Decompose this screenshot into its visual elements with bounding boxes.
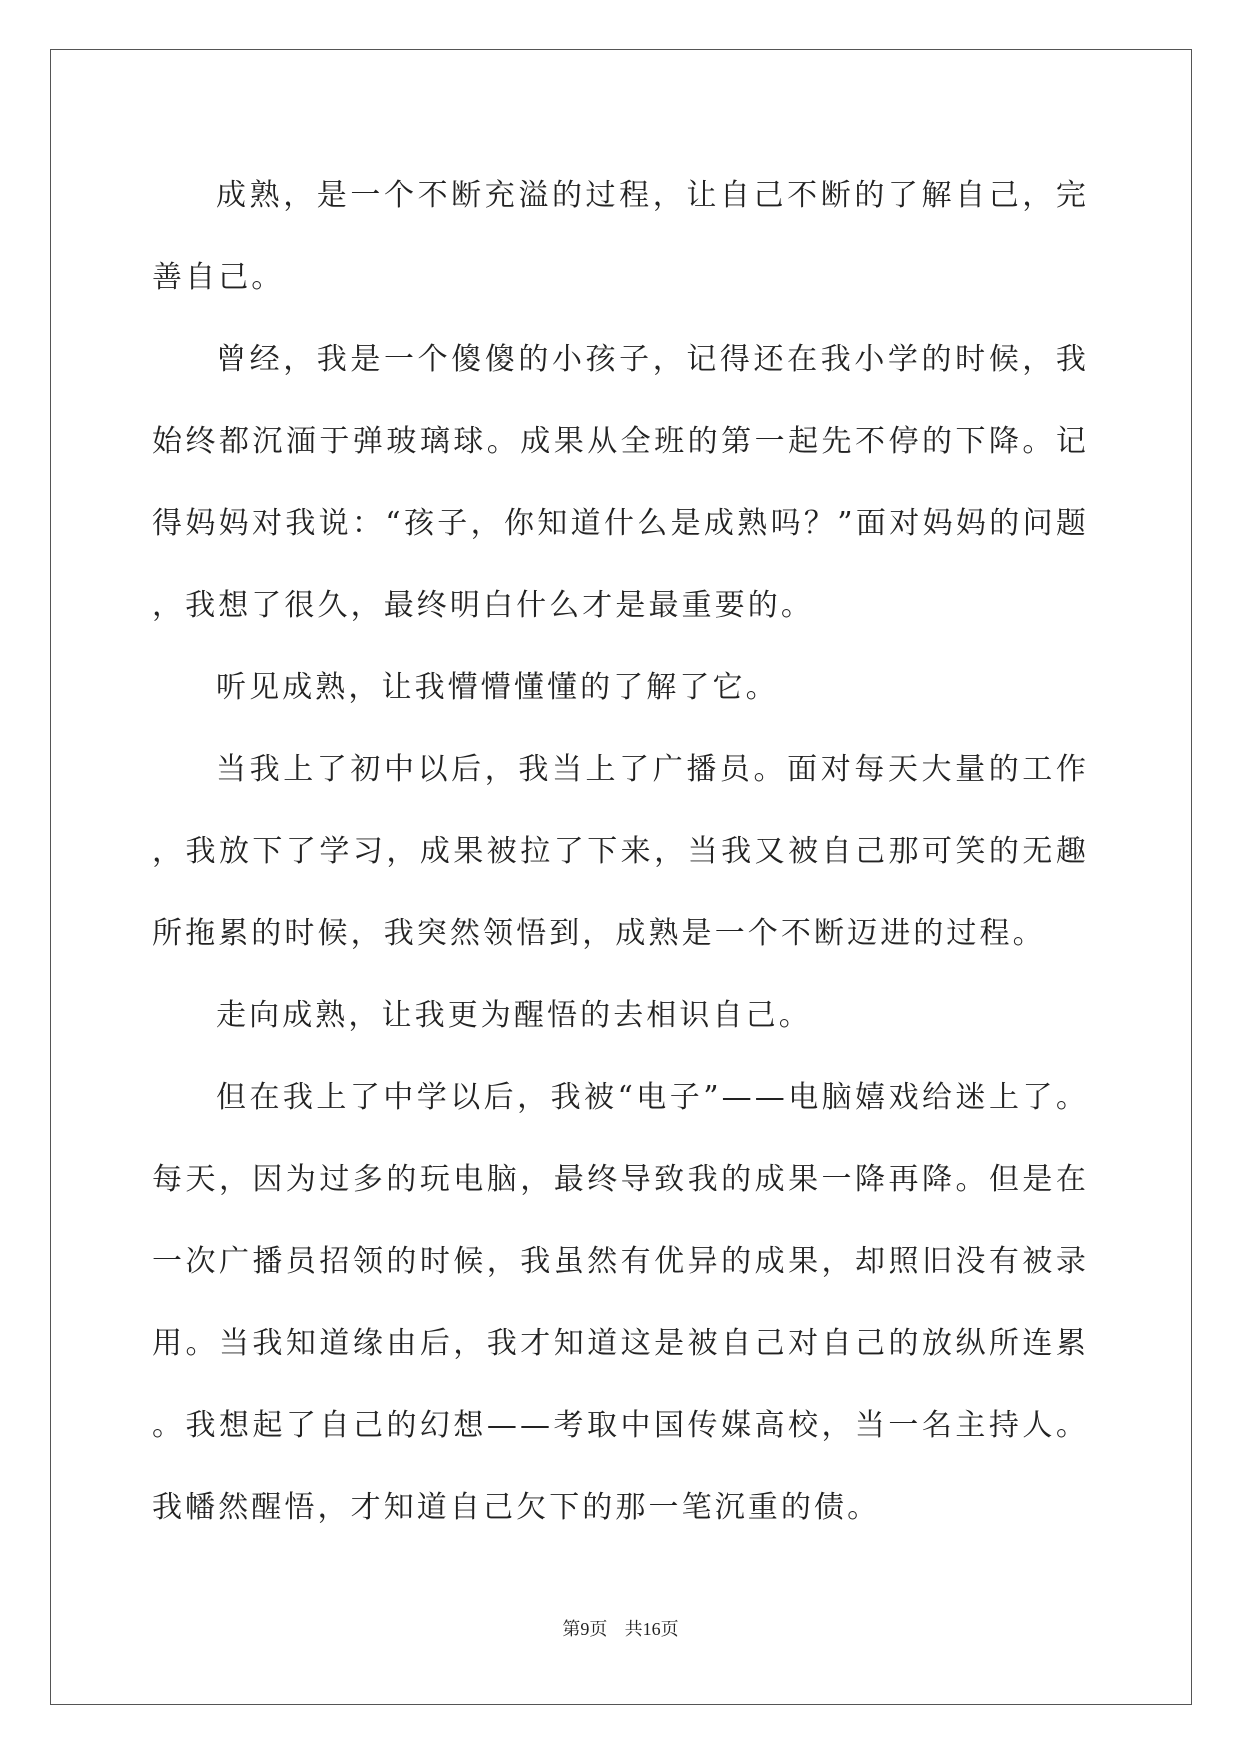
paragraph: 但在我上了中学以后，我被“电子”——电脑嬉戏给迷上了。每天，因为过多的玩电脑，最终导致我的成果一降再降。但是在一次广播员招领的时候，我虽然有优异的成果，却照旧没有被录用。当我知道缘由后，我才知道这是被自己对自己的放纵所连累。我想起了自己的幻想——考取中国传媒高校，当一名主持人。我幡然醒悟，才知道自己欠下的那一笔沉重的债。 xyxy=(152,1080,1089,1525)
paragraph: 当我上了初中以后，我当上了广播员。面对每天大量的工作，我放下了学习，成果被拉了下来，当我又被自己那可笑的无趣所拖累的时候，我突然领悟到，成熟是一个不断迈进的过程。 xyxy=(152,752,1089,951)
paragraph: 听见成熟，让我懵懵懂懂的了解了它。 xyxy=(216,670,779,705)
total-pages: 16 xyxy=(642,1619,661,1639)
page-suffix: 页 xyxy=(589,1619,608,1640)
paragraph: 成熟，是一个不断充溢的过程，让自己不断的了解自己，完善自己。 xyxy=(152,178,1089,295)
document-body xyxy=(152,155,1089,1549)
page-footer xyxy=(0,1617,1241,1642)
page-prefix: 第 xyxy=(562,1619,581,1640)
total-suffix: 页 xyxy=(660,1619,679,1640)
paragraph: 曾经，我是一个傻傻的小孩子，记得还在我小学的时候，我始终都沉湎于弹玻璃球。成果从全班的第一起先不停的下降。记得妈妈对我说：“孩子，你知道什么是成熟吗？”面对妈妈的问题，我想了很久，最终明白什么才是最重要的。 xyxy=(152,342,1089,623)
total-prefix: 共 xyxy=(624,1619,643,1640)
page-number: 9 xyxy=(580,1619,590,1639)
footer-separator xyxy=(607,1619,624,1640)
paragraph: 走向成熟，让我更为醒悟的去相识自己。 xyxy=(216,998,812,1033)
